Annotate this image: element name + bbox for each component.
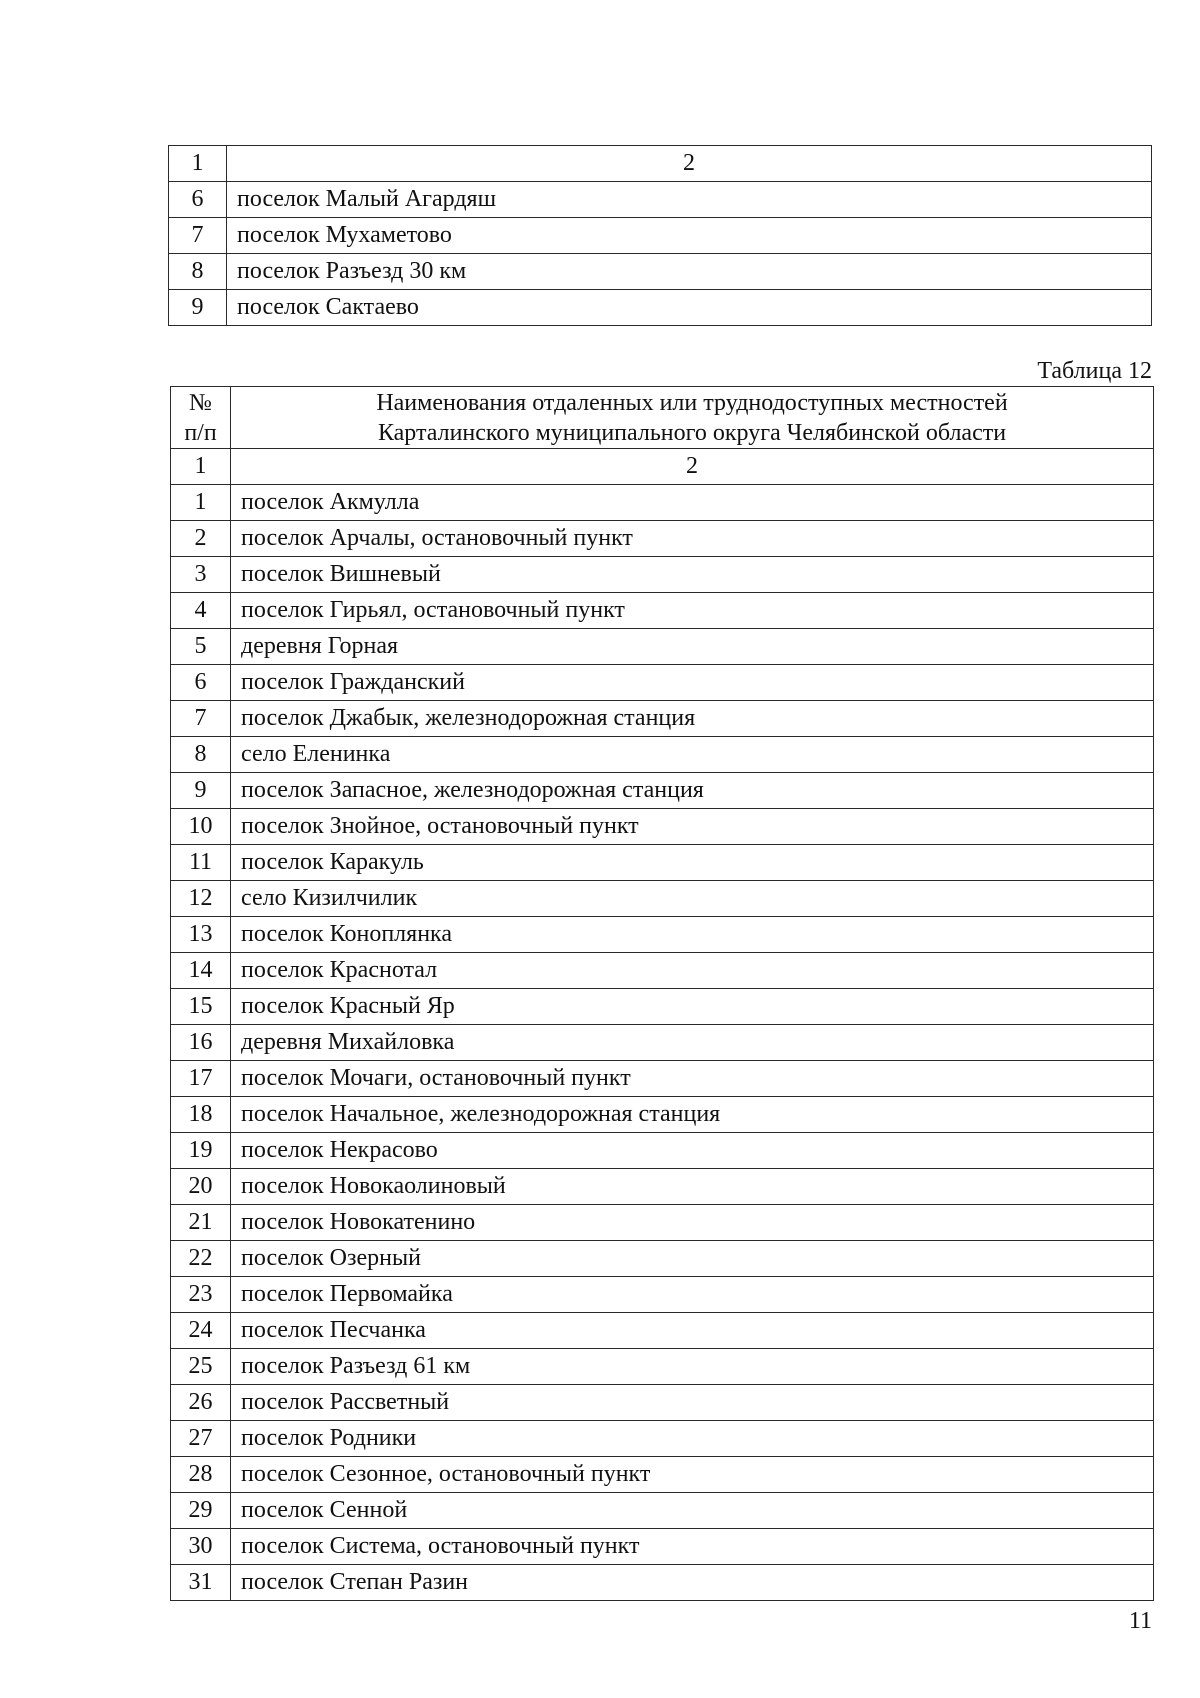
table-row xyxy=(171,665,1154,701)
table-row xyxy=(171,1061,1154,1097)
row-number-cell: 13 xyxy=(171,917,231,953)
column-number-1: 1 xyxy=(171,449,231,485)
table-row xyxy=(171,1493,1154,1529)
locality-name-cell: поселок Знойное, остановочный пункт xyxy=(231,809,1154,845)
row-number-cell: 22 xyxy=(171,1241,231,1277)
table-row xyxy=(171,1277,1154,1313)
locality-name-cell: поселок Сенной xyxy=(231,1493,1154,1529)
locality-name-cell: поселок Некрасово xyxy=(231,1133,1154,1169)
header-number-symbol: № xyxy=(189,389,212,416)
table-row xyxy=(171,1241,1154,1277)
row-number-cell: 30 xyxy=(171,1529,231,1565)
row-number-cell: 8 xyxy=(171,737,231,773)
row-number-cell: 25 xyxy=(171,1349,231,1385)
table-row xyxy=(171,1097,1154,1133)
table-12-body xyxy=(171,387,1154,1601)
table-row xyxy=(171,593,1154,629)
table-row xyxy=(171,953,1154,989)
row-number-cell: 27 xyxy=(171,1421,231,1457)
locality-name-cell: поселок Степан Разин xyxy=(231,1565,1154,1601)
column-number-row xyxy=(169,146,1152,182)
table-row xyxy=(171,1349,1154,1385)
table-row xyxy=(171,1133,1154,1169)
locality-name-cell: поселок Сезонное, остановочный пункт xyxy=(231,1457,1154,1493)
locality-name-cell: поселок Начальное, железнодорожная станция xyxy=(231,1097,1154,1133)
locality-name-cell: поселок Вишневый xyxy=(231,557,1154,593)
locality-name-cell: поселок Сактаево xyxy=(227,290,1152,326)
row-number-cell: 2 xyxy=(171,521,231,557)
row-number-cell: 23 xyxy=(171,1277,231,1313)
table-row xyxy=(171,1313,1154,1349)
row-number-cell: 6 xyxy=(169,182,227,218)
row-number-cell: 7 xyxy=(171,701,231,737)
row-number-cell: 29 xyxy=(171,1493,231,1529)
row-number-cell: 5 xyxy=(171,629,231,665)
row-number-cell: 20 xyxy=(171,1169,231,1205)
locality-name-cell: село Еленинка xyxy=(231,737,1154,773)
locality-name-cell: поселок Гирьял, остановочный пункт xyxy=(231,593,1154,629)
table-row xyxy=(171,1565,1154,1601)
header-number-cell xyxy=(171,387,231,449)
row-number-cell: 1 xyxy=(171,485,231,521)
locality-name-cell: поселок Новокатенино xyxy=(231,1205,1154,1241)
row-number-cell: 19 xyxy=(171,1133,231,1169)
column-number-2: 2 xyxy=(231,449,1154,485)
row-number-cell: 18 xyxy=(171,1097,231,1133)
locality-name-cell: поселок Родники xyxy=(231,1421,1154,1457)
table-row xyxy=(171,1169,1154,1205)
locality-name-cell: поселок Мочаги, остановочный пункт xyxy=(231,1061,1154,1097)
row-number-cell: 17 xyxy=(171,1061,231,1097)
locality-name-cell: село Кизилчилик xyxy=(231,881,1154,917)
locality-name-cell: поселок Красный Яр xyxy=(231,989,1154,1025)
row-number-cell: 26 xyxy=(171,1385,231,1421)
header-name-line-2: Карталинского муниципального округа Челябинской области xyxy=(377,419,1007,446)
table-row xyxy=(171,701,1154,737)
locality-name-cell: поселок Запасное, железнодорожная станция xyxy=(231,773,1154,809)
row-number-cell: 10 xyxy=(171,809,231,845)
locality-name-cell: поселок Краснотал xyxy=(231,953,1154,989)
table-row xyxy=(171,809,1154,845)
column-number-2: 2 xyxy=(227,146,1152,182)
row-number-cell: 8 xyxy=(169,254,227,290)
locality-name-cell: деревня Михайловка xyxy=(231,1025,1154,1061)
header-name-line-1: Наименования отдаленных или труднодоступных местностей xyxy=(376,389,1008,416)
locality-name-cell: поселок Первомайка xyxy=(231,1277,1154,1313)
table-row xyxy=(171,1205,1154,1241)
locality-name-cell: поселок Рассветный xyxy=(231,1385,1154,1421)
header-name-cell xyxy=(231,387,1154,449)
row-number-cell: 6 xyxy=(171,665,231,701)
continued-table-body xyxy=(169,146,1152,326)
table-row xyxy=(171,557,1154,593)
locality-name-cell: поселок Гражданский xyxy=(231,665,1154,701)
column-number-1: 1 xyxy=(169,146,227,182)
row-number-cell: 16 xyxy=(171,1025,231,1061)
row-number-cell: 3 xyxy=(171,557,231,593)
locality-name-cell: деревня Горная xyxy=(231,629,1154,665)
column-number-row xyxy=(171,449,1154,485)
table-row xyxy=(171,1385,1154,1421)
header-number-abbrev: п/п xyxy=(184,419,217,446)
locality-name-cell: поселок Коноплянка xyxy=(231,917,1154,953)
locality-name-cell: поселок Мухаметово xyxy=(227,218,1152,254)
table-row xyxy=(171,521,1154,557)
locality-name-cell: поселок Новокаолиновый xyxy=(231,1169,1154,1205)
table-row xyxy=(171,917,1154,953)
locality-name-cell: поселок Песчанка xyxy=(231,1313,1154,1349)
row-number-cell: 15 xyxy=(171,989,231,1025)
row-number-cell: 12 xyxy=(171,881,231,917)
table-row xyxy=(171,629,1154,665)
row-number-cell: 7 xyxy=(169,218,227,254)
table-row xyxy=(171,485,1154,521)
table-row xyxy=(171,845,1154,881)
locality-name-cell: поселок Озерный xyxy=(231,1241,1154,1277)
continued-table xyxy=(168,145,1152,326)
row-number-cell: 28 xyxy=(171,1457,231,1493)
row-number-cell: 21 xyxy=(171,1205,231,1241)
table-row xyxy=(171,737,1154,773)
row-number-cell: 4 xyxy=(171,593,231,629)
locality-name-cell: поселок Арчалы, остановочный пункт xyxy=(231,521,1154,557)
table-caption: Таблица 12 xyxy=(1037,358,1152,384)
row-number-cell: 11 xyxy=(171,845,231,881)
locality-name-cell: поселок Малый Агардяш xyxy=(227,182,1152,218)
table-row xyxy=(171,881,1154,917)
page-number: 11 xyxy=(1128,1608,1152,1634)
locality-name-cell: поселок Разъезд 61 км xyxy=(231,1349,1154,1385)
table-row xyxy=(169,218,1152,254)
table-row xyxy=(171,1457,1154,1493)
table-row xyxy=(169,290,1152,326)
locality-name-cell: поселок Каракуль xyxy=(231,845,1154,881)
row-number-cell: 31 xyxy=(171,1565,231,1601)
locality-name-cell: поселок Разъезд 30 км xyxy=(227,254,1152,290)
table-row xyxy=(169,182,1152,218)
locality-name-cell: поселок Акмулла xyxy=(231,485,1154,521)
table-row xyxy=(171,1529,1154,1565)
row-number-cell: 24 xyxy=(171,1313,231,1349)
table-row xyxy=(171,1421,1154,1457)
row-number-cell: 9 xyxy=(169,290,227,326)
locality-name-cell: поселок Джабык, железнодорожная станция xyxy=(231,701,1154,737)
table-row xyxy=(171,1025,1154,1061)
table-header-row xyxy=(171,387,1154,449)
table-row xyxy=(171,773,1154,809)
row-number-cell: 14 xyxy=(171,953,231,989)
row-number-cell: 9 xyxy=(171,773,231,809)
table-row xyxy=(169,254,1152,290)
table-12 xyxy=(170,386,1154,1601)
locality-name-cell: поселок Система, остановочный пункт xyxy=(231,1529,1154,1565)
table-row xyxy=(171,989,1154,1025)
